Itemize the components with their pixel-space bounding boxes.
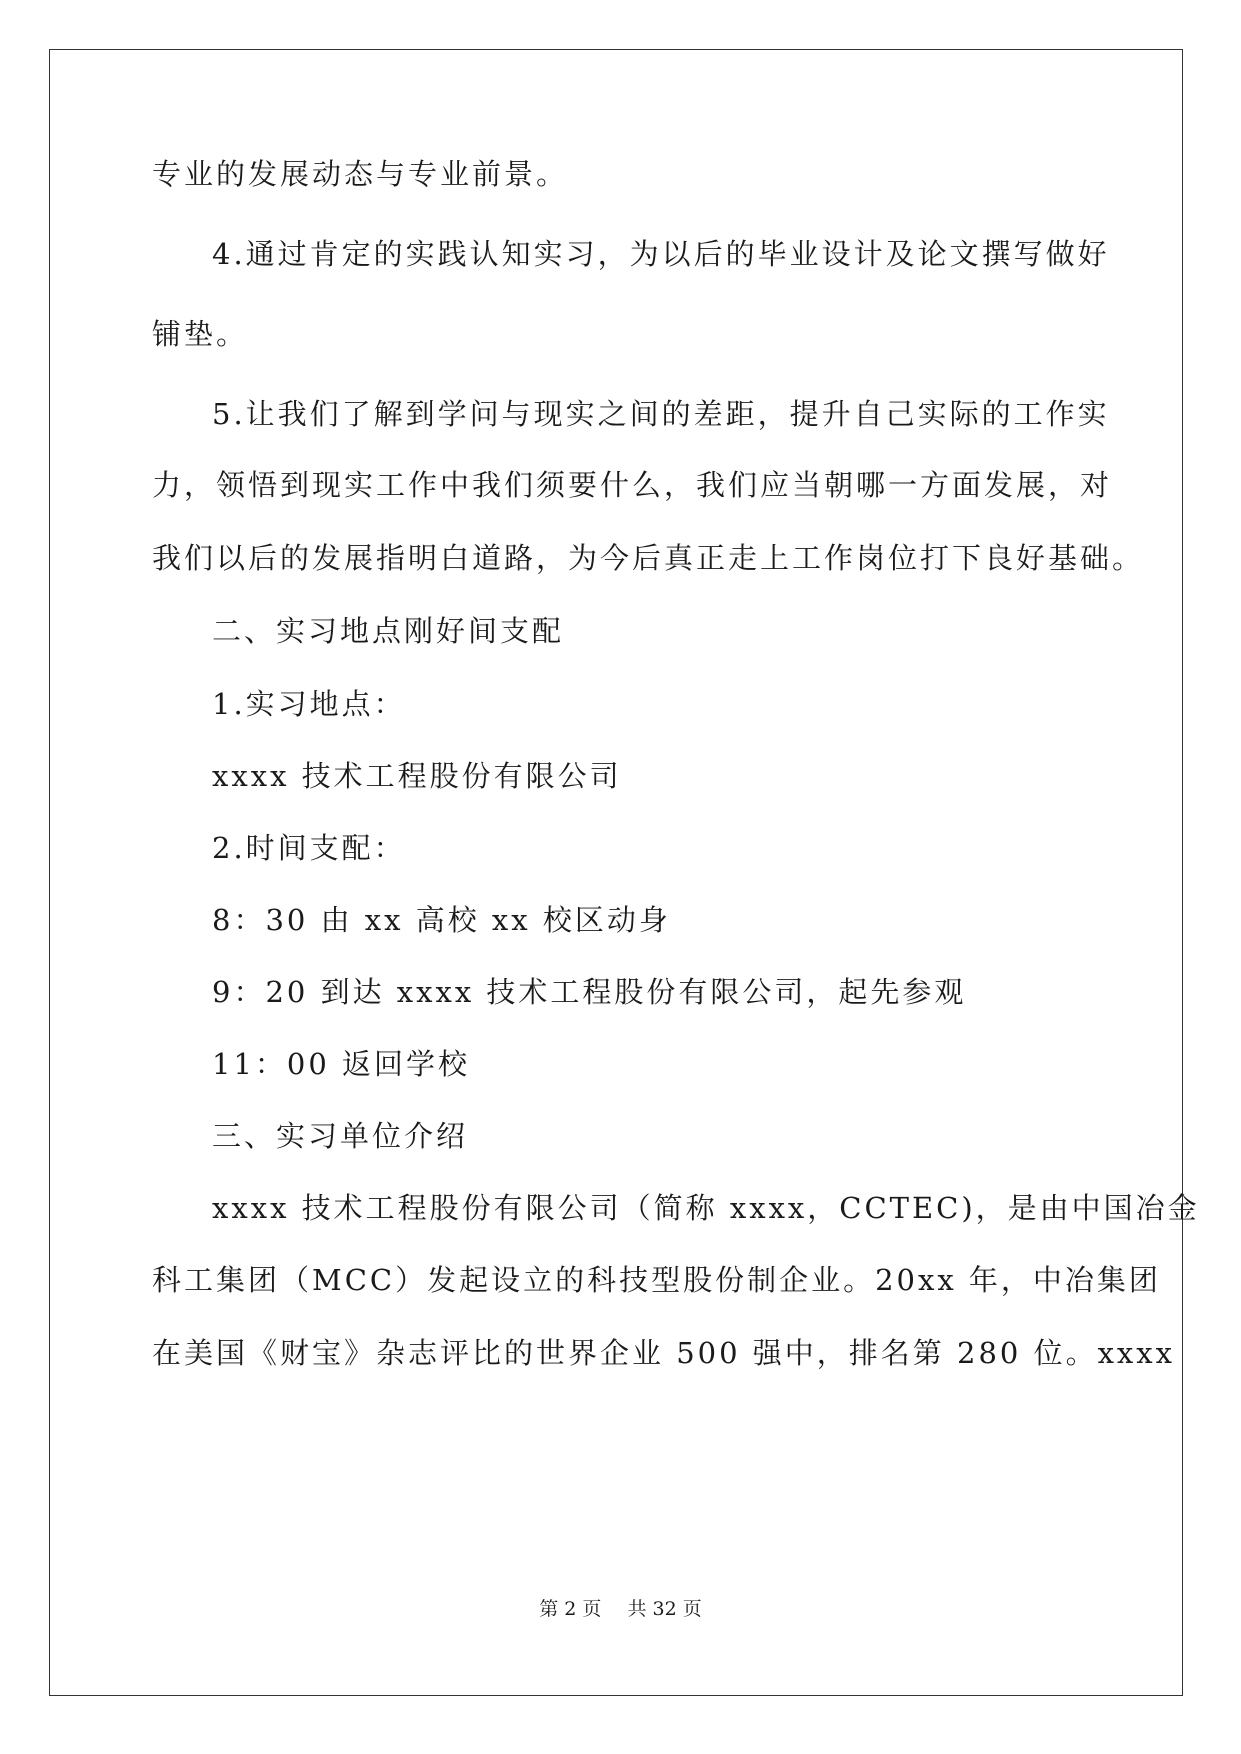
page-footer bbox=[0, 1597, 1241, 1621]
section-heading-2: 二、实习地点刚好间支配 bbox=[212, 614, 565, 648]
page-total: 共 32 页 bbox=[627, 1598, 702, 1620]
text-line-9: xxxx 技术工程股份有限公司 bbox=[212, 759, 622, 793]
page-number: 第 2 页 bbox=[539, 1598, 602, 1620]
text-line-11: 8：30 由 xx 高校 xx 校区动身 bbox=[212, 903, 671, 937]
text-line-4: 5.让我们了解到学问与现实之间的差距，提升自己实际的工作实 bbox=[212, 397, 1110, 431]
text-line-1: 专业的发展动态与专业前景。 bbox=[152, 157, 569, 191]
text-line-13: 11：00 返回学校 bbox=[212, 1047, 471, 1081]
text-line-2: 4.通过肯定的实践认知实习，为以后的毕业设计及论文撰写做好 bbox=[212, 237, 1110, 271]
section-heading-3: 三、实习单位介绍 bbox=[212, 1119, 469, 1153]
text-line-16: 科工集团（MCC）发起设立的科技型股份制企业。20xx 年，中冶集团 bbox=[152, 1263, 1161, 1297]
page-border bbox=[49, 49, 1183, 1696]
text-line-17: 在美国《财宝》杂志评比的世界企业 500 强中，排名第 280 位。xxxx bbox=[152, 1336, 1175, 1370]
text-line-8: 1.实习地点： bbox=[212, 687, 406, 721]
text-line-10: 2.时间支配： bbox=[212, 831, 406, 865]
text-line-5: 力，领悟到现实工作中我们须要什么，我们应当朝哪一方面发展，对 bbox=[152, 468, 1113, 502]
text-line-15: xxxx 技术工程股份有限公司（简称 xxxx，CCTEC)，是由中国冶金 bbox=[212, 1191, 1200, 1225]
text-line-3: 铺垫。 bbox=[152, 317, 249, 351]
text-line-12: 9：20 到达 xxxx 技术工程股份有限公司，起先参观 bbox=[212, 975, 967, 1009]
text-line-6: 我们以后的发展指明白道路，为今后真正走上工作岗位打下良好基础。 bbox=[152, 541, 1145, 575]
